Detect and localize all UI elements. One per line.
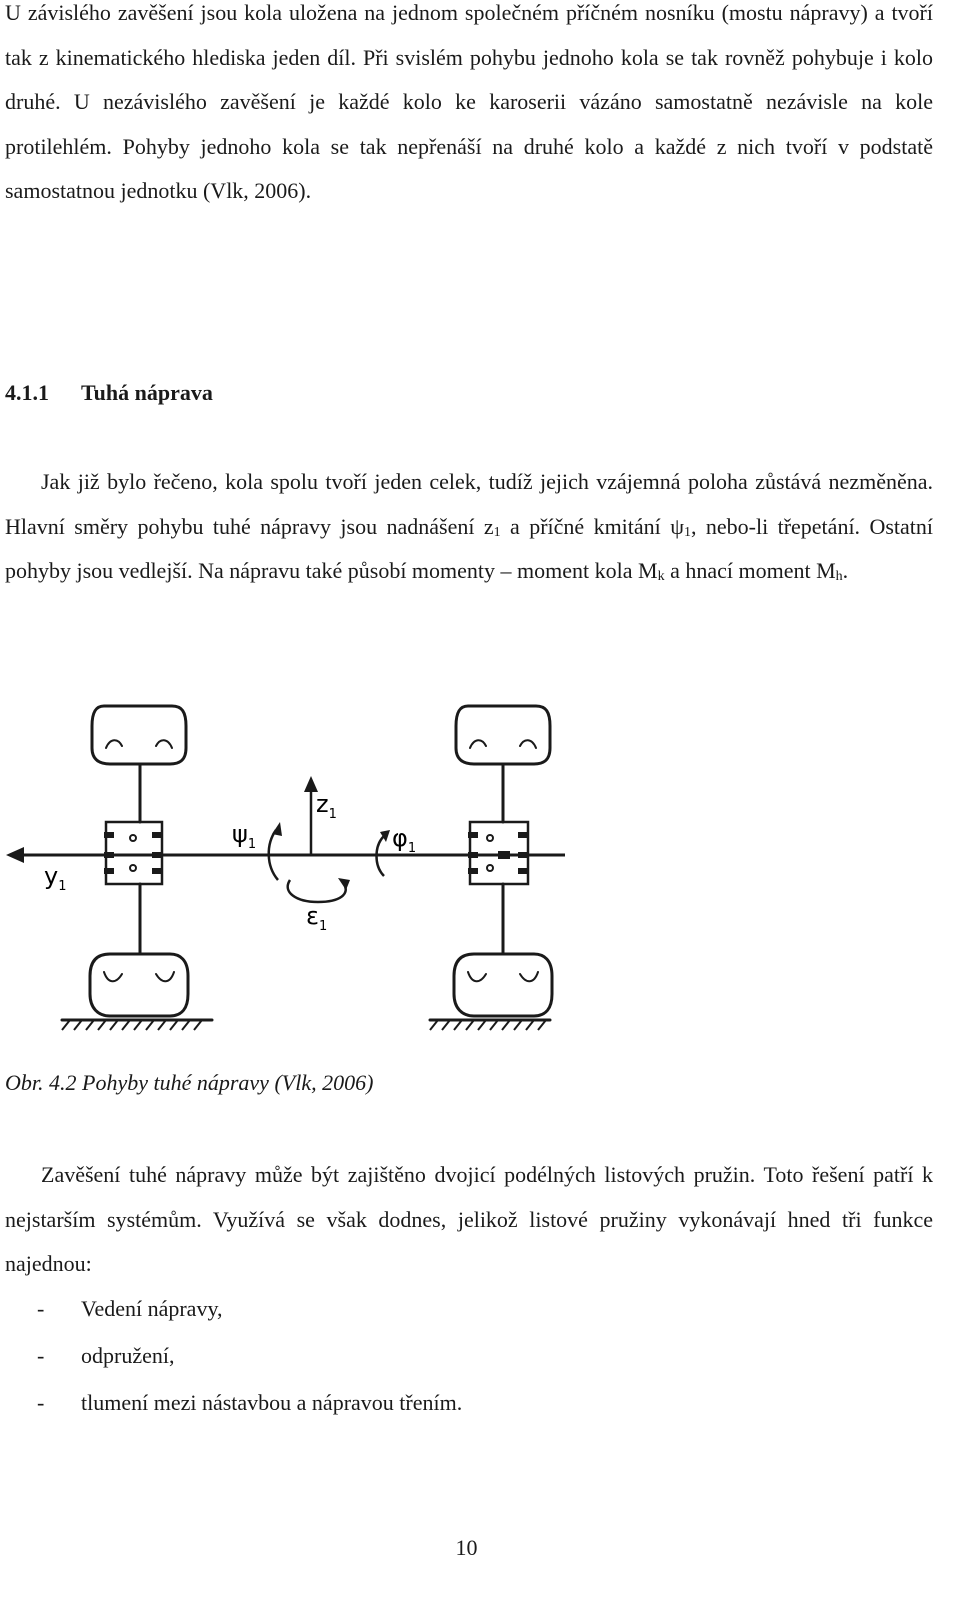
- list-bullet: -: [37, 1390, 45, 1415]
- functions-list: [5, 1289, 462, 1430]
- tire-right-bottom-inner: [468, 972, 538, 981]
- text-segment: Jak již bylo řečeno, kola spolu tvoří jeden celek, tudíž jejich vzájemná poloha zůstává nezměněna. Hlavní směry pohybu tuhé nápravy jsou nadnášení z: [5, 469, 933, 539]
- hub-left-plate: [104, 868, 114, 874]
- subscript: h: [835, 569, 843, 584]
- tire-right-bottom: [454, 954, 552, 1016]
- hub-right-plate: [468, 868, 478, 874]
- tire-right-top: [456, 706, 550, 764]
- hub-left-hole: [130, 835, 136, 841]
- tire-left-bottom-inner: [104, 972, 174, 981]
- label-psi: $\psi_1$: [232, 820, 257, 852]
- label-phi: $\varphi_1$: [392, 824, 417, 856]
- subscript: k: [657, 569, 665, 584]
- hub-right-plate: [518, 868, 528, 874]
- text-segment: a příčné kmitání ψ: [500, 513, 684, 539]
- psi-rotation-head: [272, 822, 282, 836]
- text-segment: a hnací moment M: [664, 558, 836, 583]
- paragraph-leaf-springs: Zavěšení tuhé nápravy může být zajištěno dvojicí podélných listových pružin. Toto řešení patří k nejstarším systémům. Využívá se však dodnes, jelikož listové pružiny vykonávají hned tři funkce najednou:: [5, 1162, 933, 1276]
- rigid-axle-diagram: [0, 690, 960, 1040]
- list-bullet: -: [37, 1296, 45, 1321]
- hub-left-plate: [152, 832, 162, 838]
- hub-left-plate: [104, 832, 114, 838]
- tire-right-top-inner: [470, 740, 536, 748]
- hub-right-plate: [518, 832, 528, 838]
- label-z: $z_1$: [316, 790, 337, 822]
- hub-right-hole: [487, 865, 493, 871]
- section-title: Tuhá náprava: [81, 380, 213, 405]
- list-item-text: tlumení mezi nástavbou a nápravou třením.: [81, 1390, 463, 1415]
- y-axis-arrowhead: [6, 847, 24, 863]
- hub-right-plate: [468, 832, 478, 838]
- epsilon-rotation-arc: [288, 880, 346, 902]
- tire-left-top-inner: [106, 740, 172, 748]
- list-item: [5, 1289, 462, 1336]
- paragraph-suspension-intro: U závislého zavěšení jsou kola uložena na jednom společném příčném nosníku (mostu nápravy) a tvoří tak z kinematického hlediska jeden díl. Při svislém pohybu jednoho kola se tak rovněž pohybuje i kolo druhé. U nezávislého zavěšení je každé kolo ke karoserii vázáno samostatně nezávisle na kole protilehlém. Pohyby jednoho kola se tak nepřenáší na druhé kolo a každé z nich tvoří v podstatě samostatnou jednotku (Vlk, 2006).: [5, 0, 933, 203]
- list-item-text: Vedení nápravy,: [81, 1296, 223, 1321]
- figure-caption: Obr. 4.2 Pohyby tuhé nápravy (Vlk, 2006): [5, 1070, 374, 1095]
- section-heading: [5, 380, 213, 406]
- list-item: [5, 1383, 462, 1430]
- list-item: [5, 1336, 462, 1383]
- section-number: 4.1.1: [5, 380, 49, 405]
- epsilon-rotation-head: [338, 878, 350, 890]
- tire-left-top: [92, 706, 186, 764]
- paragraph-rigid-axle: [5, 460, 933, 594]
- subscript: 1: [683, 524, 691, 540]
- text-segment: .: [842, 558, 849, 583]
- rigid-axle-figure: [0, 690, 960, 1040]
- text-segment: , nebo-li třepetání. Ostatní pohyby jsou vedlejší. Na nápravu také působí momenty – moment kola M: [5, 513, 934, 583]
- label-epsilon: $\varepsilon_1$: [306, 902, 328, 934]
- list-bullet: -: [37, 1343, 45, 1368]
- subscript: 1: [493, 524, 501, 540]
- hub-left-hole: [130, 865, 136, 871]
- hub-right-hole: [487, 835, 493, 841]
- tire-left-bottom: [90, 954, 188, 1016]
- list-item-text: odpružení,: [81, 1343, 175, 1368]
- page-number: 10: [455, 1535, 478, 1560]
- hub-left-plate: [152, 868, 162, 874]
- label-y: $y_1$: [44, 862, 67, 894]
